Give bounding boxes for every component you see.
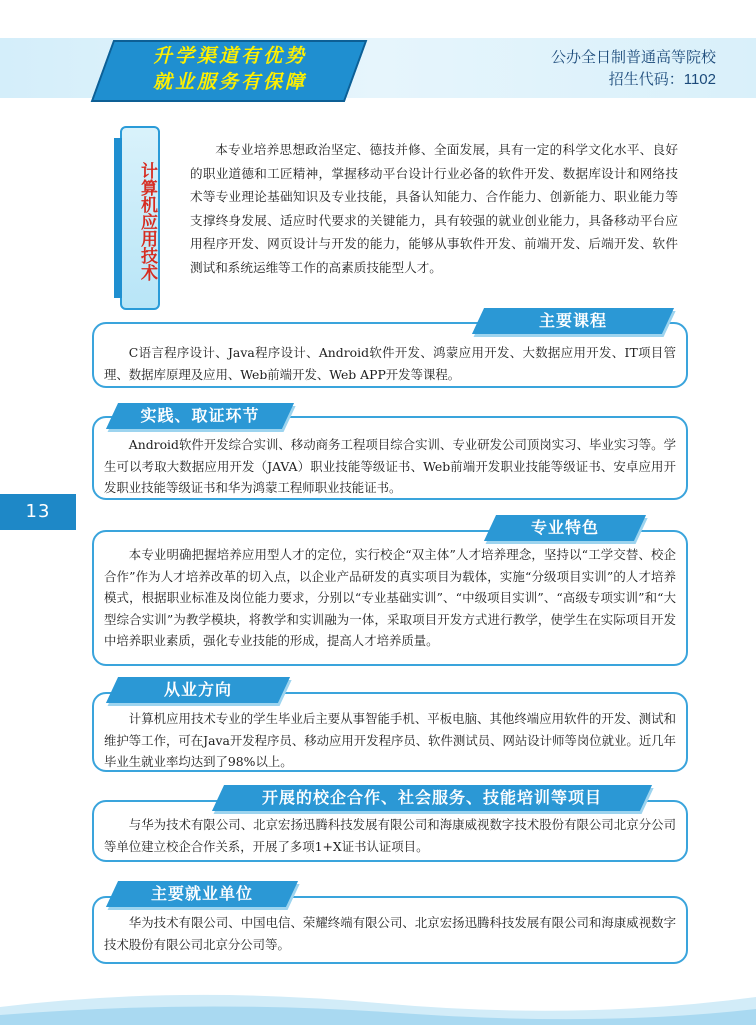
- slogan: [110, 40, 350, 101]
- major-intro: 本专业培养思想政治坚定、德技并修、全面发展，具有一定的科学文化水平、良好的职业道德和工匠精神，掌握移动平台设计行业必备的软件开发、数据库设计和网络技术等专业理论基础知识及专业技能，具备认知能力、合作能力、创新能力、职业能力等支撑终身发展、适应时代要求的关键能力，具有较强的就业创业能力，具备移动平台应用程序开发、网页设计与开发的能力，能够从事软件开发、前端开发、后端开发、软件测试和系统运维等工作的高素质技能型人才。: [190, 142, 678, 275]
- practice-text: Android软件开发综合实训、移动商务工程项目综合实训、专业研发公司顶岗实习、毕业实习等。学生可以考取大数据应用开发（JAVA）职业技能等级证书、Web前端开发职业技能等级证书、安卓应用开发职业技能等级证书和华为鸿蒙工程师职业技能证书。: [104, 437, 676, 495]
- enroll-code: 招生代码：1102: [608, 71, 716, 88]
- practice-title: 实践、取证环节: [140, 406, 260, 425]
- features-box: [92, 530, 688, 666]
- career-box: [92, 692, 688, 772]
- cooperation-title: 开展的校企合作、社会服务、技能培训等项目: [261, 788, 602, 807]
- career-title: 从业方向: [163, 680, 232, 699]
- features-title: 专业特色: [530, 518, 599, 537]
- ribbon-decoration: [114, 138, 122, 298]
- school-type: 公办全日制普通高等院校: [550, 49, 716, 66]
- courses-title: 主要课程: [538, 311, 607, 330]
- major-title: 计算机应用技术: [137, 161, 157, 281]
- bottom-wave-decoration: [0, 985, 756, 1025]
- career-text: 计算机应用技术专业的学生毕业后主要从事智能手机、平板电脑、其他终端应用软件的开发、测试和维护等工作，可在Java开发程序员、移动应用开发程序员、软件测试员、网站设计师等岗位就业。近几年毕业生就业率均达到了98%以上。: [104, 711, 676, 769]
- cooperation-text: 与华为技术有限公司、北京宏扬迅腾科技发展有限公司和海康威视数字技术股份有限公司北京分公司等单位建立校企合作关系，开展了多项1+X证书认证项目。: [104, 817, 676, 854]
- employers-text: 华为技术有限公司、中国电信、荣耀终端有限公司、北京宏扬迅腾科技发展有限公司和海康威视数字技术股份有限公司北京分公司等。: [104, 915, 676, 952]
- features-text: 本专业明确把握培养应用型人才的定位，实行校企“双主体”人才培养理念，坚持以“工学交替、校企合作”作为人才培养改革的切入点，以企业产品研发的真实项目为载体，实施“分级项目实训”的人才培养模式，根据职业标准及岗位能力要求，分别以“专业基础实训”、“中级项目实训”、“高级专项实训”和“大型综合实训”为教学模块，将教学和实训融为一体，采取项目开发方式进行教学，使学生在实际项目开发中培养职业素质，强化专业技能的形成，提高人才培养质量。: [104, 547, 676, 648]
- courses-text: C语言程序设计、Java程序设计、Android软件开发、鸿蒙应用开发、大数据应用开发、IT项目管理、数据库原理及应用、Web前端开发、Web APP开发等课程。: [104, 345, 676, 382]
- employers-title: 主要就业单位: [150, 884, 253, 903]
- page-number: 13: [0, 494, 76, 530]
- slogan-line-1: 升学渠道有优势: [152, 45, 307, 67]
- slogan-line-2: 就业服务有保障: [152, 71, 307, 93]
- major-title-box: [120, 126, 160, 310]
